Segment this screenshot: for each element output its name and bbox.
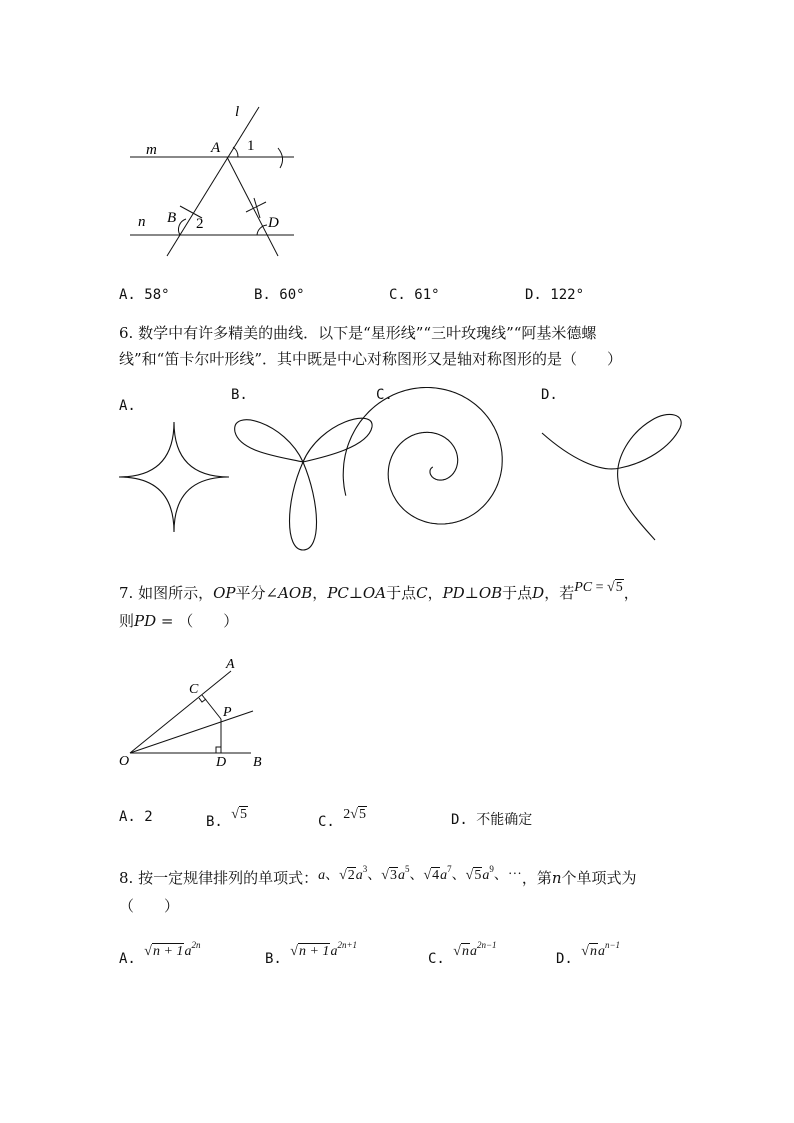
ray-OP [130, 711, 253, 753]
label-D: D [216, 755, 227, 770]
q7-option-a: A. 2 [119, 809, 153, 825]
right-angle-D [216, 747, 221, 753]
q5-option-b: B. 60° [254, 287, 305, 303]
q5-option-d: D. 122° [525, 287, 585, 303]
q6-question-line1: 6. 数学中有许多精美的曲线．以下是“星形线”“三叶玫瑰线”“阿基米德螺 [119, 324, 597, 342]
q6-label-b: B. [231, 387, 248, 403]
label-angle1: 1 [247, 138, 255, 154]
label-P: P [223, 705, 232, 720]
q8-option-b: B. $√n + 1a^{2n+1}$ [265, 940, 358, 967]
q8-option-a: A. $√n + 1a^{2n}$ [119, 940, 201, 967]
q6-label-d: D. [541, 387, 558, 403]
q8-question-line2: （ ） [119, 897, 180, 915]
label-C: C [189, 682, 199, 697]
line-l [167, 107, 259, 256]
q7-question-line2: 则PD = （ ） [119, 612, 239, 630]
three-leaf-rose-curve [230, 402, 380, 552]
astroid-curve [119, 422, 229, 532]
q5-option-a: A. 58° [119, 287, 170, 303]
q8-option-d: D. $√na^{n-1}$ [556, 940, 621, 967]
q8-question-line1: 8. 按一定规律排列的单项式：a、$√2a^3$、$√3a^5$、$√4a^7$、$√5a^9$、⋯，第n个单项式为 [119, 864, 637, 887]
q8-sequence: a、$√2a^3$、$√3a^5$、$√4a^7$、$√5a^9$、⋯ [318, 864, 522, 883]
label-l: l [235, 104, 240, 120]
label-B: B [253, 755, 262, 770]
label-D: D [268, 215, 279, 231]
q7-option-b: B. √5 [206, 807, 247, 830]
q5-figure [120, 98, 320, 268]
q7-question-line1: 7. 如图所示，OP平分∠AOB，PC⊥OA于点C，PD⊥OB于点D，若PC = √5， [119, 580, 639, 602]
segment-PC [202, 695, 221, 719]
label-A: A [226, 657, 235, 672]
q8-option-c: C. $√na^{2n-1}$ [428, 940, 497, 967]
archimedean-spiral-curve [374, 395, 544, 555]
label-m: m [146, 142, 157, 158]
label-angle2: 2 [196, 216, 204, 232]
folium-of-descartes-curve [540, 408, 690, 548]
angleD-arc [257, 225, 267, 235]
label-A: A [211, 140, 221, 156]
q7-condition: PC = √5 [574, 580, 623, 595]
label-B: B [167, 210, 177, 226]
segment-AD [227, 157, 278, 256]
label-n: n [138, 214, 146, 230]
q5-option-c: C. 61° [389, 287, 440, 303]
q6-label-c: C. [376, 387, 393, 403]
q7-option-d: D. 不能确定 [451, 812, 533, 828]
q7-option-c: C. 2√5 [318, 807, 366, 830]
q6-label-a: A. [119, 398, 136, 414]
q7-figure [116, 655, 276, 775]
construction-arc-right [278, 148, 283, 168]
q6-question-line2: 线”和“笛卡尔叶形线”．其中既是中心对称图形又是轴对称图形的是（ ） [119, 350, 623, 368]
label-O: O [119, 754, 130, 769]
